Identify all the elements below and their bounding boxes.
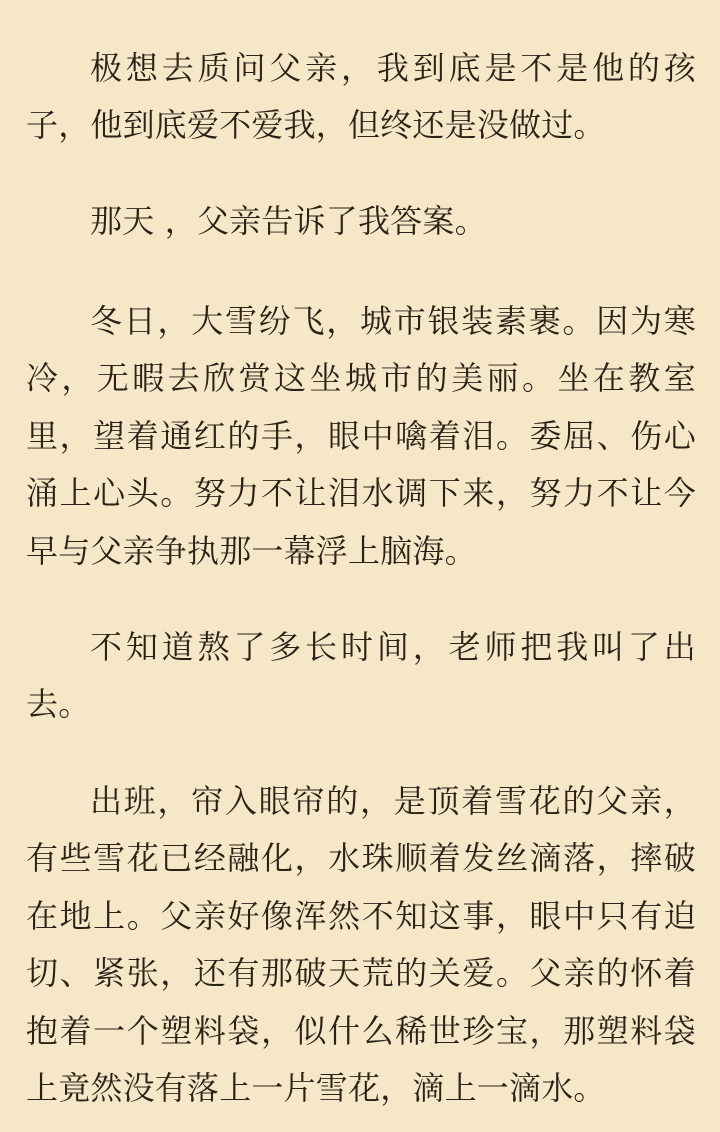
- paragraph-1: 极想去质问父亲，我到底是不是他的孩子，他到底爱不爱我，但终还是没做过。: [26, 49, 696, 145]
- paragraph-5: 出班，帘入眼帘的，是顶着雪花的父亲，有些雪花已经融化，水珠顺着发丝滴落，摔破在地上。父亲好像浑然不知这事，眼中只有迫切、紧张，还有那破天荒的关爱。父亲的怀着抱着一个塑料袋，似什么稀世珍宝，那塑料袋上竟然没有落上一片雪花，滴上一滴水。: [26, 782, 696, 1108]
- paragraph-4: 不知道熬了多长时间，老师把我叫了出去。: [26, 628, 696, 724]
- paragraph-2: 那天 ，父亲告诉了我答案。: [90, 202, 487, 240]
- paragraph-3: 冬日，大雪纷飞，城市银装素裹。因为寒冷，无暇去欣赏这坐城市的美丽。坐在教室里，望着通红的手，眼中噙着泪。委屈、伤心涌上心头。努力不让泪水调下来，努力不让今早与父亲争执那一幕浮上脑海。: [26, 302, 696, 570]
